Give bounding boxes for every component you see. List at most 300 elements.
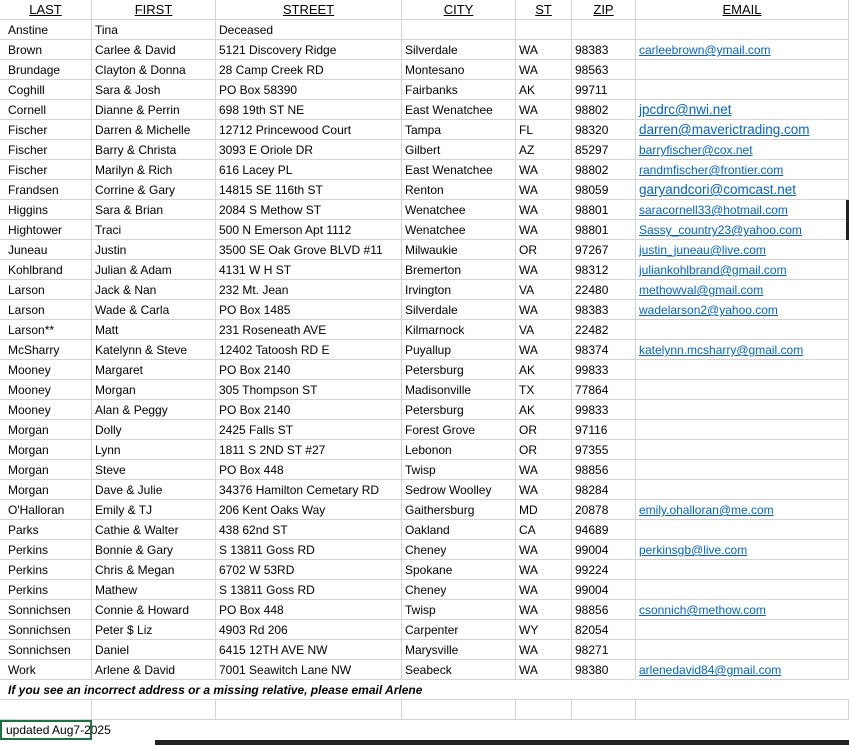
state-cell[interactable]: WA	[516, 60, 572, 80]
email-cell[interactable]	[636, 60, 849, 80]
first-name-cell[interactable]: Steve	[92, 460, 216, 480]
first-name-cell[interactable]: Traci	[92, 220, 216, 240]
last-name-cell[interactable]: Sonnichsen	[0, 620, 92, 640]
zip-cell[interactable]: 98320	[572, 120, 636, 140]
city-cell[interactable]: Renton	[402, 180, 516, 200]
first-name-cell[interactable]: Darren & Michelle	[92, 120, 216, 140]
email-cell[interactable]	[636, 220, 849, 240]
first-name-cell[interactable]: Wade & Carla	[92, 300, 216, 320]
horizontal-scrollbar[interactable]	[155, 740, 849, 745]
last-name-cell[interactable]: Perkins	[0, 560, 92, 580]
street-cell[interactable]: 2084 S Methow ST	[216, 200, 402, 220]
email-link[interactable]: juliankohlbrand@gmail.com	[639, 263, 787, 277]
email-cell[interactable]	[636, 300, 849, 320]
street-cell[interactable]: S 13811 Goss RD	[216, 580, 402, 600]
state-cell[interactable]: WA	[516, 40, 572, 60]
zip-cell[interactable]: 98563	[572, 60, 636, 80]
table-row	[0, 20, 849, 40]
state-cell[interactable]: WY	[516, 620, 572, 640]
email-link[interactable]: perkinsgb@live.com	[639, 543, 748, 557]
street-cell[interactable]: 231 Roseneath AVE	[216, 320, 402, 340]
email-cell[interactable]	[636, 160, 849, 180]
first-name-cell[interactable]: Jack & Nan	[92, 280, 216, 300]
street-cell[interactable]: 12712 Princewood Court	[216, 120, 402, 140]
email-link[interactable]: darren@maverictrading.com	[639, 122, 810, 137]
table-body	[0, 20, 849, 680]
first-name-cell[interactable]: Carlee & David	[92, 40, 216, 60]
city-cell[interactable]: Wenatchee	[402, 220, 516, 240]
state-cell[interactable]: WA	[516, 460, 572, 480]
first-name-cell[interactable]: Mathew	[92, 580, 216, 600]
last-name-cell[interactable]: Work	[0, 660, 92, 680]
blank-cell[interactable]	[0, 700, 92, 720]
table-row	[0, 480, 849, 500]
city-cell[interactable]: Spokane	[402, 560, 516, 580]
zip-cell[interactable]: 99833	[572, 360, 636, 380]
state-cell[interactable]: WA	[516, 220, 572, 240]
table-row	[0, 280, 849, 300]
email-cell[interactable]	[636, 540, 849, 560]
email-cell[interactable]	[636, 580, 849, 600]
header-row	[0, 0, 849, 20]
first-name-cell[interactable]: Katelynn & Steve	[92, 340, 216, 360]
street-cell[interactable]: 305 Thompson ST	[216, 380, 402, 400]
city-cell[interactable]: Bremerton	[402, 260, 516, 280]
table-row	[0, 580, 849, 600]
email-cell[interactable]	[636, 640, 849, 660]
zip-cell[interactable]: 98383	[572, 40, 636, 60]
street-cell[interactable]: 4131 W H ST	[216, 260, 402, 280]
header-zip[interactable]: ZIP	[572, 0, 636, 20]
state-cell[interactable]: MD	[516, 500, 572, 520]
street-cell[interactable]: 500 N Emerson Apt 1112	[216, 220, 402, 240]
header-email[interactable]: EMAIL	[636, 0, 849, 20]
street-cell[interactable]: 1811 S 2ND ST #27	[216, 440, 402, 460]
city-cell[interactable]: Gaithersburg	[402, 500, 516, 520]
email-link[interactable]: emily.ohalloran@me.com	[639, 503, 774, 517]
first-name-cell[interactable]: Cathie & Walter	[92, 520, 216, 540]
state-cell[interactable]: WA	[516, 340, 572, 360]
email-link[interactable]: garyandcori@comcast.net	[639, 182, 797, 197]
email-cell[interactable]	[636, 340, 849, 360]
city-cell[interactable]: Petersburg	[402, 400, 516, 420]
zip-cell[interactable]: 98374	[572, 340, 636, 360]
zip-cell[interactable]: 97267	[572, 240, 636, 260]
city-cell[interactable]: East Wenatchee	[402, 160, 516, 180]
first-name-cell[interactable]: Peter $ Liz	[92, 620, 216, 640]
last-name-cell[interactable]: Higgins	[0, 200, 92, 220]
email-link[interactable]: methowval@gmail.com	[639, 283, 764, 297]
state-cell[interactable]: WA	[516, 160, 572, 180]
last-name-cell[interactable]: Perkins	[0, 580, 92, 600]
first-name-cell[interactable]: Morgan	[92, 380, 216, 400]
zip-cell[interactable]: 98383	[572, 300, 636, 320]
zip-cell[interactable]: 99711	[572, 80, 636, 100]
state-cell[interactable]: AK	[516, 360, 572, 380]
street-cell[interactable]: 6415 12TH AVE NW	[216, 640, 402, 660]
email-cell[interactable]	[636, 480, 849, 500]
city-cell[interactable]: Sedrow Woolley	[402, 480, 516, 500]
table-row	[0, 440, 849, 460]
first-name-cell[interactable]: Margaret	[92, 360, 216, 380]
street-cell[interactable]: PO Box 2140	[216, 400, 402, 420]
zip-cell[interactable]: 98802	[572, 160, 636, 180]
table-row	[0, 420, 849, 440]
table-row	[0, 140, 849, 160]
table-row	[0, 460, 849, 480]
state-cell[interactable]: WA	[516, 180, 572, 200]
email-link[interactable]: Sassy_country23@yahoo.com	[639, 223, 802, 237]
zip-cell[interactable]: 22482	[572, 320, 636, 340]
city-cell[interactable]: Cheney	[402, 580, 516, 600]
email-link[interactable]: saracornell33@hotmail.com	[639, 203, 788, 217]
email-cell[interactable]	[636, 660, 849, 680]
last-name-cell[interactable]: Cornell	[0, 100, 92, 120]
last-name-cell[interactable]: McSharry	[0, 340, 92, 360]
state-cell[interactable]: WA	[516, 640, 572, 660]
last-name-cell[interactable]: Anstine	[0, 20, 92, 40]
header-last[interactable]: LAST	[0, 0, 92, 20]
street-cell[interactable]: S 13811 Goss RD	[216, 540, 402, 560]
email-link[interactable]: jpcdrc@nwi.net	[639, 102, 732, 117]
state-cell[interactable]: WA	[516, 660, 572, 680]
state-cell[interactable]	[516, 20, 572, 40]
email-cell[interactable]	[636, 200, 849, 220]
street-cell[interactable]: 438 62nd ST	[216, 520, 402, 540]
state-cell[interactable]: VA	[516, 320, 572, 340]
state-cell[interactable]: TX	[516, 380, 572, 400]
header-city[interactable]: CITY	[402, 0, 516, 20]
zip-cell[interactable]: 94689	[572, 520, 636, 540]
table-row	[0, 540, 849, 560]
last-name-cell[interactable]: Brown	[0, 40, 92, 60]
first-name-cell[interactable]: Dianne & Perrin	[92, 100, 216, 120]
updated-row	[0, 720, 849, 740]
street-cell[interactable]: PO Box 58390	[216, 80, 402, 100]
last-name-cell[interactable]: Morgan	[0, 440, 92, 460]
city-cell[interactable]: Wenatchee	[402, 200, 516, 220]
last-name-cell[interactable]: Coghill	[0, 80, 92, 100]
table-row	[0, 660, 849, 680]
street-cell[interactable]: PO Box 448	[216, 600, 402, 620]
email-link[interactable]: katelynn.mcsharry@gmail.com	[639, 343, 804, 357]
state-cell[interactable]: OR	[516, 440, 572, 460]
table-row	[0, 180, 849, 200]
email-cell[interactable]	[636, 140, 849, 160]
zip-cell[interactable]: 98802	[572, 100, 636, 120]
first-name-cell[interactable]: Dolly	[92, 420, 216, 440]
street-cell[interactable]: 14815 SE 116th ST	[216, 180, 402, 200]
email-cell[interactable]	[636, 320, 849, 340]
zip-cell[interactable]: 98284	[572, 480, 636, 500]
table-row	[0, 240, 849, 260]
email-cell[interactable]	[636, 520, 849, 540]
city-cell[interactable]: Marysville	[402, 640, 516, 660]
last-name-cell[interactable]: Morgan	[0, 460, 92, 480]
email-cell[interactable]	[636, 380, 849, 400]
city-cell[interactable]: Forest Grove	[402, 420, 516, 440]
email-cell[interactable]	[636, 600, 849, 620]
blank-cell[interactable]	[92, 700, 216, 720]
table-row	[0, 100, 849, 120]
table-row	[0, 40, 849, 60]
blank-cell[interactable]	[572, 700, 636, 720]
street-cell[interactable]: 7001 Seawitch Lane NW	[216, 660, 402, 680]
email-cell[interactable]	[636, 620, 849, 640]
email-cell[interactable]	[636, 80, 849, 100]
zip-cell[interactable]: 98380	[572, 660, 636, 680]
last-name-cell[interactable]: Perkins	[0, 540, 92, 560]
email-cell[interactable]	[636, 180, 849, 200]
city-cell[interactable]: Tampa	[402, 120, 516, 140]
first-name-cell[interactable]: Alan & Peggy	[92, 400, 216, 420]
first-name-cell[interactable]: Matt	[92, 320, 216, 340]
street-cell[interactable]: 698 19th ST NE	[216, 100, 402, 120]
last-name-cell[interactable]: Juneau	[0, 240, 92, 260]
email-link[interactable]: randmfischer@frontier.com	[639, 163, 784, 177]
zip-cell[interactable]: 98856	[572, 460, 636, 480]
state-cell[interactable]: WA	[516, 580, 572, 600]
last-name-cell[interactable]: Kohlbrand	[0, 260, 92, 280]
note-row	[0, 680, 849, 700]
zip-cell[interactable]: 98059	[572, 180, 636, 200]
state-cell[interactable]: WA	[516, 300, 572, 320]
street-cell[interactable]: 206 Kent Oaks Way	[216, 500, 402, 520]
first-name-cell[interactable]: Connie & Howard	[92, 600, 216, 620]
state-cell[interactable]: VA	[516, 280, 572, 300]
state-cell[interactable]: AK	[516, 400, 572, 420]
first-name-cell[interactable]: Marilyn & Rich	[92, 160, 216, 180]
city-cell[interactable]: East Wenatchee	[402, 100, 516, 120]
first-name-cell[interactable]: Corrine & Gary	[92, 180, 216, 200]
last-name-cell[interactable]: Brundage	[0, 60, 92, 80]
email-cell[interactable]	[636, 400, 849, 420]
state-cell[interactable]: WA	[516, 560, 572, 580]
zip-cell[interactable]: 97116	[572, 420, 636, 440]
email-link[interactable]: arlenedavid84@gmail.com	[639, 663, 782, 677]
email-cell[interactable]	[636, 120, 849, 140]
zip-cell[interactable]: 98312	[572, 260, 636, 280]
email-link[interactable]: wadelarson2@yahoo.com	[639, 303, 778, 317]
table-row	[0, 220, 849, 240]
email-cell[interactable]	[636, 360, 849, 380]
last-name-cell[interactable]: Mooney	[0, 380, 92, 400]
city-cell[interactable]: Kilmarnock	[402, 320, 516, 340]
updated-cell[interactable]: updated Aug7-2025	[0, 720, 92, 740]
blank-cell[interactable]	[216, 700, 402, 720]
first-name-cell[interactable]: Lynn	[92, 440, 216, 460]
city-cell[interactable]: Madisonville	[402, 380, 516, 400]
last-name-cell[interactable]: Fischer	[0, 140, 92, 160]
street-cell[interactable]: PO Box 2140	[216, 360, 402, 380]
first-name-cell[interactable]: Justin	[92, 240, 216, 260]
email-cell[interactable]	[636, 100, 849, 120]
street-cell[interactable]: PO Box 448	[216, 460, 402, 480]
first-name-cell[interactable]: Bonnie & Gary	[92, 540, 216, 560]
state-cell[interactable]: WA	[516, 260, 572, 280]
email-link[interactable]: csonnich@methow.com	[639, 603, 766, 617]
table-row	[0, 60, 849, 80]
email-cell[interactable]	[636, 20, 849, 40]
email-cell[interactable]	[636, 560, 849, 580]
zip-cell[interactable]: 99004	[572, 580, 636, 600]
city-cell[interactable]: Cheney	[402, 540, 516, 560]
street-cell[interactable]: 12402 Tatoosh RD E	[216, 340, 402, 360]
table-row	[0, 260, 849, 280]
state-cell[interactable]: WA	[516, 600, 572, 620]
zip-cell[interactable]: 97355	[572, 440, 636, 460]
header-first[interactable]: FIRST	[92, 0, 216, 20]
city-cell[interactable]: Silverdale	[402, 40, 516, 60]
email-cell[interactable]	[636, 280, 849, 300]
city-cell[interactable]: Carpenter	[402, 620, 516, 640]
street-cell[interactable]: PO Box 1485	[216, 300, 402, 320]
zip-cell[interactable]: 20878	[572, 500, 636, 520]
street-cell[interactable]: 2425 Falls ST	[216, 420, 402, 440]
zip-cell[interactable]: 22480	[572, 280, 636, 300]
last-name-cell[interactable]: Fischer	[0, 120, 92, 140]
city-cell[interactable]: Puyallup	[402, 340, 516, 360]
last-name-cell[interactable]: Morgan	[0, 480, 92, 500]
last-name-cell[interactable]: Larson	[0, 300, 92, 320]
zip-cell[interactable]: 77864	[572, 380, 636, 400]
blank-cell[interactable]	[516, 700, 572, 720]
zip-cell[interactable]: 85297	[572, 140, 636, 160]
last-name-cell[interactable]: Sonnichsen	[0, 600, 92, 620]
first-name-cell[interactable]: Barry & Christa	[92, 140, 216, 160]
table-row	[0, 360, 849, 380]
table-row	[0, 340, 849, 360]
first-name-cell[interactable]: Sara & Josh	[92, 80, 216, 100]
street-cell[interactable]: Deceased	[216, 20, 402, 40]
street-cell[interactable]: 232 Mt. Jean	[216, 280, 402, 300]
street-cell[interactable]: 34376 Hamilton Cemetary RD	[216, 480, 402, 500]
email-cell[interactable]	[636, 260, 849, 280]
first-name-cell[interactable]: Sara & Brian	[92, 200, 216, 220]
email-cell[interactable]	[636, 40, 849, 60]
first-name-cell[interactable]: Daniel	[92, 640, 216, 660]
zip-cell[interactable]: 98801	[572, 220, 636, 240]
table-row	[0, 620, 849, 640]
last-name-cell[interactable]: Fischer	[0, 160, 92, 180]
table-row	[0, 600, 849, 620]
city-cell[interactable]: Montesano	[402, 60, 516, 80]
street-cell[interactable]: 616 Lacey PL	[216, 160, 402, 180]
city-cell[interactable]: Irvington	[402, 280, 516, 300]
street-cell[interactable]: 28 Camp Creek RD	[216, 60, 402, 80]
table-row	[0, 80, 849, 100]
first-name-cell[interactable]: Clayton & Donna	[92, 60, 216, 80]
zip-cell[interactable]: 98271	[572, 640, 636, 660]
email-link[interactable]: barryfischer@cox.net	[639, 143, 753, 157]
first-name-cell[interactable]: Arlene & David	[92, 660, 216, 680]
first-name-cell[interactable]: Dave & Julie	[92, 480, 216, 500]
zip-cell[interactable]: 99224	[572, 560, 636, 580]
city-cell[interactable]	[402, 20, 516, 40]
city-cell[interactable]: Twisp	[402, 460, 516, 480]
street-cell[interactable]: 4903 Rd 206	[216, 620, 402, 640]
email-cell[interactable]	[636, 240, 849, 260]
zip-cell[interactable]: 98856	[572, 600, 636, 620]
last-name-cell[interactable]: O'Halloran	[0, 500, 92, 520]
city-cell[interactable]: Petersburg	[402, 360, 516, 380]
table-row	[0, 640, 849, 660]
table-row	[0, 520, 849, 540]
header-street[interactable]: STREET	[216, 0, 402, 20]
email-link[interactable]: carleebrown@ymail.com	[639, 43, 771, 57]
city-cell[interactable]: Seabeck	[402, 660, 516, 680]
state-cell[interactable]: AK	[516, 80, 572, 100]
last-name-cell[interactable]: Morgan	[0, 420, 92, 440]
header-state[interactable]: ST	[516, 0, 572, 20]
last-name-cell[interactable]: Larson	[0, 280, 92, 300]
city-cell[interactable]: Oakland	[402, 520, 516, 540]
blank-cell[interactable]	[636, 700, 849, 720]
table-row	[0, 160, 849, 180]
state-cell[interactable]: WA	[516, 100, 572, 120]
table-row	[0, 500, 849, 520]
city-cell[interactable]: Fairbanks	[402, 80, 516, 100]
first-name-cell[interactable]: Chris & Megan	[92, 560, 216, 580]
last-name-cell[interactable]: Frandsen	[0, 180, 92, 200]
street-cell[interactable]: 3093 E Oriole DR	[216, 140, 402, 160]
email-link[interactable]: justin_juneau@live.com	[639, 243, 766, 257]
city-cell[interactable]: Silverdale	[402, 300, 516, 320]
last-name-cell[interactable]: Parks	[0, 520, 92, 540]
zip-cell[interactable]: 99833	[572, 400, 636, 420]
table-row	[0, 300, 849, 320]
table-row	[0, 380, 849, 400]
last-name-cell[interactable]: Larson**	[0, 320, 92, 340]
city-cell[interactable]: Twisp	[402, 600, 516, 620]
state-cell[interactable]: FL	[516, 120, 572, 140]
note-cell[interactable]: If you see an incorrect address or a missing relative, please email Arlene	[0, 680, 849, 700]
blank-row	[0, 700, 849, 720]
street-cell[interactable]: 5121 Discovery Ridge	[216, 40, 402, 60]
first-name-cell[interactable]: Tina	[92, 20, 216, 40]
city-cell[interactable]: Lebonon	[402, 440, 516, 460]
zip-cell[interactable]: 82054	[572, 620, 636, 640]
email-cell[interactable]	[636, 440, 849, 460]
state-cell[interactable]: OR	[516, 420, 572, 440]
email-cell[interactable]	[636, 500, 849, 520]
table-row	[0, 200, 849, 220]
state-cell[interactable]: OR	[516, 240, 572, 260]
state-cell[interactable]: AZ	[516, 140, 572, 160]
last-name-cell[interactable]: Mooney	[0, 360, 92, 380]
state-cell[interactable]: CA	[516, 520, 572, 540]
city-cell[interactable]: Milwaukie	[402, 240, 516, 260]
state-cell[interactable]: WA	[516, 480, 572, 500]
last-name-cell[interactable]: Mooney	[0, 400, 92, 420]
blank-cell[interactable]	[402, 700, 516, 720]
city-cell[interactable]: Gilbert	[402, 140, 516, 160]
last-name-cell[interactable]: Hightower	[0, 220, 92, 240]
street-cell[interactable]: 6702 W 53RD	[216, 560, 402, 580]
first-name-cell[interactable]: Julian & Adam	[92, 260, 216, 280]
first-name-cell[interactable]: Emily & TJ	[92, 500, 216, 520]
state-cell[interactable]: WA	[516, 540, 572, 560]
zip-cell[interactable]: 98801	[572, 200, 636, 220]
street-cell[interactable]: 3500 SE Oak Grove BLVD #11	[216, 240, 402, 260]
last-name-cell[interactable]: Sonnichsen	[0, 640, 92, 660]
zip-cell[interactable]	[572, 20, 636, 40]
email-cell[interactable]	[636, 460, 849, 480]
table-row	[0, 320, 849, 340]
state-cell[interactable]: WA	[516, 200, 572, 220]
zip-cell[interactable]: 99004	[572, 540, 636, 560]
email-cell[interactable]	[636, 420, 849, 440]
